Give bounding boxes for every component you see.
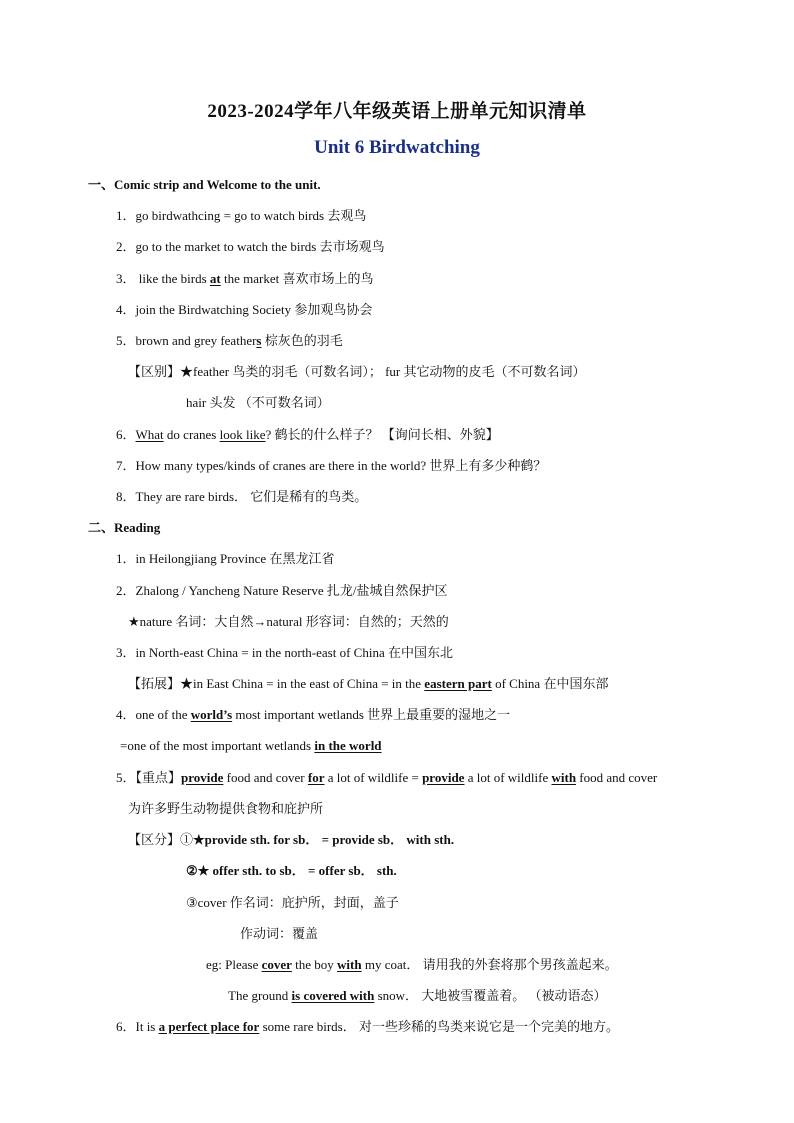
item-1: 1．go birdwathcing = go to watch birds 去观鸟 (116, 208, 367, 223)
item-7: 7．How many types/kinds of cranes are there in the world? 世界上有多少种鹤？ (116, 458, 547, 473)
text: food and cover (223, 770, 308, 785)
text: some rare birds． 对一些珍稀的鸟类来说它是一个完美的地方。 (259, 1019, 619, 1034)
key-word: look like (219, 427, 266, 442)
key-word: is covered with (291, 988, 375, 1003)
item-6 (116, 426, 499, 444)
text: the market 喜欢市场上的鸟 (220, 271, 374, 286)
note-difference-feather: 【区别】★feather 鸟类的羽毛（可数名词）； fur 其它动物的皮毛（不可数名词） (128, 364, 586, 379)
text: my coat． 请用我的外套将那个男孩盖起来。 (361, 957, 618, 972)
text: 棕灰色的羽毛 (261, 333, 343, 348)
note-nature: ★nature 名词：大自然→natural 形容词：自然的；天然的 (128, 614, 449, 629)
example-cover-1 (206, 956, 618, 974)
reading-item-4-alt (120, 737, 382, 755)
reading-item-1: 1．in Heilongjiang Province 在黑龙江省 (116, 551, 335, 566)
key-word: in the world (314, 738, 382, 753)
text: 4．one of the (116, 707, 191, 722)
key-word: a perfect place for (158, 1019, 260, 1034)
key-word: cover (261, 957, 292, 972)
key-word: eastern part (424, 676, 492, 691)
item-8: 8．They are rare birds． 它们是稀有的鸟类。 (116, 489, 368, 504)
text: snow． 大地被雪覆盖着。 （被动语态） (374, 988, 607, 1003)
reading-item-5 (116, 769, 657, 787)
item-5 (116, 332, 343, 350)
note-distinguish-provide (128, 831, 454, 849)
text: a lot of wildlife = (324, 770, 423, 785)
unit-title: Unit 6 Birdwatching (314, 137, 480, 158)
note-expand-east-china (128, 675, 608, 693)
text: The ground (228, 988, 292, 1003)
key-word: What (135, 427, 164, 442)
reading-item-5-translation: 为许多野生动物提供食物和庇护所 (128, 801, 324, 816)
key-word: s (256, 333, 262, 348)
reading-item-3: 3．in North-east China = in the north-east of China 在中国东北 (116, 645, 453, 660)
text: 6．It is (116, 1019, 159, 1034)
text: =one of the most important wetlands (120, 738, 315, 753)
note-cover-verb: 作动词：覆盖 (240, 926, 319, 941)
key-word: for (307, 770, 325, 785)
text: do cranes (163, 427, 220, 442)
item-2: 2．go to the market to watch the birds 去市场观鸟 (116, 239, 385, 254)
text: eg: Please (206, 957, 262, 972)
section-heading-comic-strip: 一、Comic strip and Welcome to the unit. (88, 177, 321, 192)
text: 【区分】① (128, 832, 194, 847)
section-heading-reading: 二、Reading (88, 520, 161, 535)
text: a lot of wildlife (464, 770, 552, 785)
note-hair: hair 头发 （不可数名词） (186, 395, 330, 410)
text: food and cover (576, 770, 658, 785)
text: 3． like the birds (116, 271, 210, 286)
note-cover-noun: ③cover 作名词：庇护所，封面，盖子 (186, 895, 399, 910)
text: 【拓展】★in East China = in the east of China = in the (128, 676, 425, 691)
note-offer: ②★ offer sth. to sb． = offer sb． sth. (186, 863, 397, 878)
text: 5．brown and grey feather (116, 333, 257, 348)
text: 5．【重点】 (116, 770, 182, 785)
reading-item-2: 2．Zhalong / Yancheng Nature Reserve 扎龙/盐城自然保护区 (116, 583, 448, 598)
text: most important wetlands 世界上最重要的湿地之一 (232, 707, 511, 722)
example-cover-2 (228, 987, 607, 1005)
text: ★provide sth. for sb． = provide sb． with sth. (193, 832, 455, 847)
item-4: 4．join the Birdwatching Society 参加观鸟协会 (116, 302, 373, 317)
key-word: provide (422, 770, 465, 785)
key-word: world’s (190, 707, 233, 722)
key-word: at (209, 271, 221, 286)
text: the boy (291, 957, 338, 972)
text: 6． (116, 427, 136, 442)
key-word: provide (181, 770, 224, 785)
item-3 (116, 270, 373, 288)
text: ? 鹤长的什么样子？ 【询问长相、外貌】 (265, 427, 499, 442)
reading-item-6 (116, 1018, 619, 1036)
reading-item-4 (116, 706, 510, 724)
document-title: 2023-2024学年八年级英语上册单元知识清单 (207, 101, 587, 122)
key-word: with (337, 957, 362, 972)
text: of China 在中国东部 (491, 676, 609, 691)
key-word: with (551, 770, 577, 785)
